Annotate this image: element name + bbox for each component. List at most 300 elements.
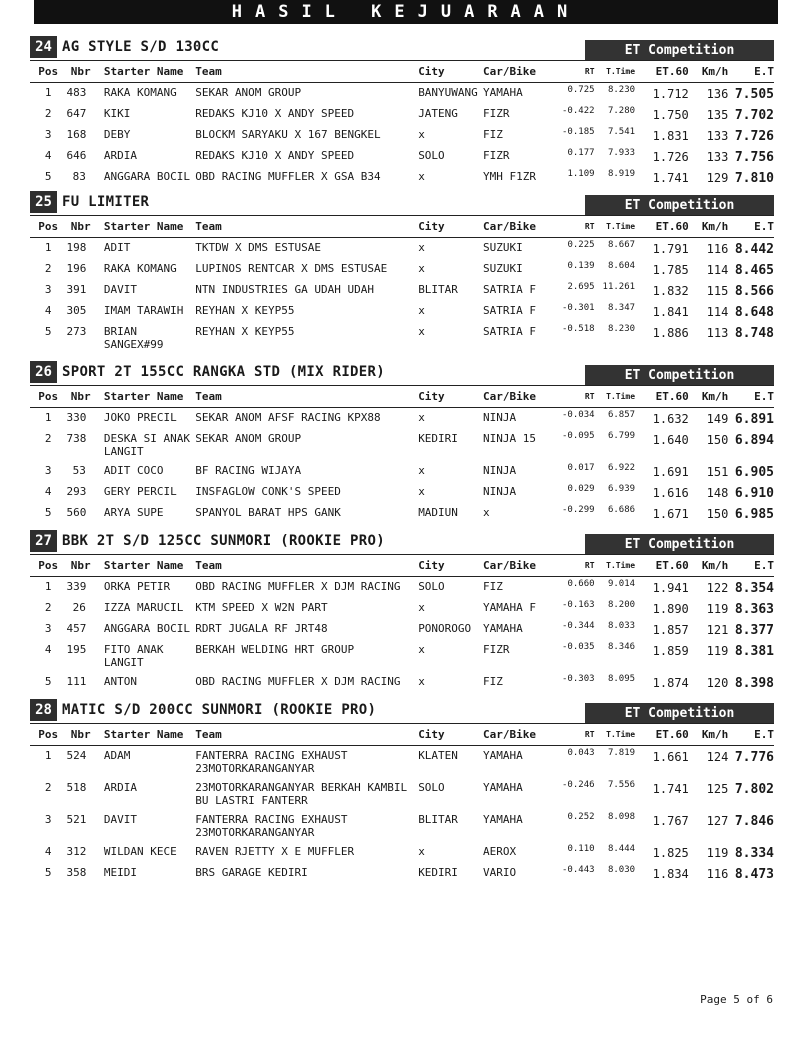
- cell-starter-name: ANTON: [103, 674, 137, 688]
- cell-car-bike: FIZR: [483, 106, 510, 120]
- cell-kmh: 129: [706, 170, 729, 185]
- cell-city: BLITAR: [418, 282, 458, 296]
- cell-kmh: 133: [706, 128, 729, 143]
- column-header-team: Team: [195, 727, 222, 741]
- cell-starter-name: DESKA SI ANAK LANGIT: [103, 431, 190, 458]
- cell-starter-name: RAKA KOMANG: [103, 261, 177, 275]
- results-table: [30, 61, 774, 188]
- cell-kmh: 150: [706, 506, 729, 521]
- cell-city: SOLO: [418, 780, 445, 794]
- cell-car-bike: NINJA: [483, 410, 517, 424]
- cell-rt: 1.109: [567, 168, 595, 179]
- cell-car-bike: YMH F1ZR: [483, 169, 537, 183]
- section-header: [30, 361, 774, 385]
- cell-car-bike: YAMAHA: [483, 748, 523, 762]
- cell-et60: 1.890: [652, 601, 689, 616]
- column-header-et: E.T: [754, 219, 774, 233]
- cell-kmh: 125: [706, 781, 729, 796]
- cell-kmh: 150: [706, 432, 729, 447]
- cell-kmh: 136: [706, 86, 729, 101]
- cell-pos: 2: [44, 106, 52, 120]
- cell-et: 8.398: [734, 675, 774, 691]
- cell-starter-name: ARDIA: [103, 148, 137, 162]
- cell-starter-name: ADIT: [103, 240, 131, 254]
- column-header-t-time: T.Time: [606, 222, 636, 232]
- cell-team: REDAKS KJ10 X ANDY SPEED: [195, 106, 355, 120]
- section-title: MATIC S/D 200CC SUNMORI (ROOKIE PRO): [62, 702, 377, 718]
- cell-et60: 1.741: [652, 781, 689, 796]
- table-row: [30, 482, 774, 503]
- column-header-kmh: Km/h: [701, 219, 729, 233]
- cell-t-time: 8.030: [607, 864, 636, 875]
- cell-et: 8.354: [734, 580, 774, 596]
- cell-et: 7.802: [734, 781, 774, 797]
- cell-team: LUPINOS RENTCAR X DMS ESTUSAE: [195, 261, 388, 275]
- cell-et: 6.894: [734, 432, 774, 448]
- table-row: [30, 640, 774, 672]
- cell-et: 8.381: [734, 643, 774, 659]
- cell-city: x: [418, 169, 425, 183]
- cell-rt: -0.299: [562, 504, 595, 515]
- cell-pos: 5: [44, 674, 52, 688]
- cell-car-bike: SATRIA F: [483, 324, 537, 338]
- table-row: [30, 237, 774, 259]
- cell-pos: 3: [44, 463, 52, 477]
- column-header-t-time: T.Time: [606, 730, 636, 740]
- cell-city: KEDIRI: [418, 865, 458, 879]
- cell-team: REDAKS KJ10 X ANDY SPEED: [195, 148, 355, 162]
- et-competition-label: ET Competition: [585, 40, 774, 61]
- cell-pos: 4: [44, 642, 52, 656]
- cell-et: 8.442: [734, 241, 774, 257]
- cell-pos: 4: [44, 844, 52, 858]
- cell-t-time: 9.014: [607, 578, 636, 589]
- cell-car-bike: YAMAHA: [483, 85, 523, 99]
- column-header-et60: ET.60: [655, 64, 689, 78]
- cell-nbr: 521: [66, 812, 87, 826]
- cell-et60: 1.841: [652, 304, 689, 319]
- cell-rt: -0.344: [562, 620, 595, 631]
- cell-rt: -0.035: [562, 641, 595, 652]
- cell-t-time: 8.095: [607, 673, 636, 684]
- cell-car-bike: SUZUKI: [483, 240, 523, 254]
- cell-rt: 0.660: [567, 578, 595, 589]
- section-title: AG STYLE S/D 130CC: [62, 39, 220, 55]
- cell-city: MADIUN: [418, 505, 458, 519]
- section-number: 24: [30, 36, 57, 58]
- cell-starter-name: ADAM: [103, 748, 131, 762]
- column-header-et60: ET.60: [655, 219, 689, 233]
- cell-t-time: 8.230: [607, 323, 636, 334]
- cell-rt: -0.163: [562, 599, 595, 610]
- cell-team: REYHAN X KEYP55: [195, 324, 295, 338]
- cell-pos: 4: [44, 148, 52, 162]
- table-row: [30, 619, 774, 640]
- cell-et60: 1.616: [652, 485, 689, 500]
- cell-nbr: 358: [66, 865, 87, 879]
- column-header-t-time: T.Time: [606, 561, 636, 571]
- cell-city: BLITAR: [418, 812, 458, 826]
- column-header-pos: Pos: [38, 727, 59, 741]
- cell-rt: 0.225: [567, 239, 595, 250]
- column-header-team: Team: [195, 219, 222, 233]
- cell-t-time: 8.230: [607, 84, 636, 95]
- cell-car-bike: VARIO: [483, 865, 517, 879]
- cell-rt: -0.185: [562, 126, 595, 137]
- column-header-starter-name: Starter Name: [103, 64, 184, 78]
- cell-rt: 0.110: [567, 843, 595, 854]
- section-header: [30, 530, 774, 554]
- cell-pos: 5: [44, 169, 52, 183]
- column-header-pos: Pos: [38, 64, 59, 78]
- cell-rt: 0.252: [567, 811, 595, 822]
- cell-kmh: 119: [706, 845, 729, 860]
- column-header-t-time: T.Time: [606, 392, 636, 402]
- cell-rt: -0.034: [562, 409, 595, 420]
- cell-city: KEDIRI: [418, 431, 458, 445]
- cell-nbr: 168: [66, 127, 87, 141]
- cell-city: x: [418, 303, 425, 317]
- cell-team: FANTERRA RACING EXHAUST 23MOTORKARANGANYAR: [195, 748, 348, 775]
- class-section: [30, 36, 774, 188]
- cell-team: 23MOTORKARANGANYAR BERKAH KAMBIL BU LASTRI FANTERR: [195, 780, 408, 807]
- cell-pos: 3: [44, 812, 52, 826]
- et-competition-label: ET Competition: [585, 703, 774, 724]
- cell-city: JATENG: [418, 106, 458, 120]
- cell-et: 7.505: [734, 86, 774, 102]
- cell-nbr: 560: [66, 505, 87, 519]
- cell-t-time: 7.933: [607, 147, 636, 158]
- table-row: [30, 461, 774, 482]
- column-header-city: City: [418, 727, 445, 741]
- page-number: Page 5 of 6: [700, 993, 773, 1006]
- table-row: [30, 301, 774, 322]
- table-row: [30, 429, 774, 461]
- cell-kmh: 116: [706, 866, 729, 881]
- cell-et: 7.846: [734, 813, 774, 829]
- section-header: [30, 699, 774, 723]
- cell-et: 8.748: [734, 325, 774, 341]
- cell-rt: 2.695: [567, 281, 595, 292]
- cell-kmh: 119: [706, 601, 729, 616]
- cell-t-time: 8.033: [607, 620, 636, 631]
- cell-team: RAVEN RJETTY X E MUFFLER: [195, 844, 355, 858]
- column-header-et60: ET.60: [655, 389, 689, 403]
- cell-city: SOLO: [418, 148, 445, 162]
- cell-team: OBD RACING MUFFLER X DJM RACING: [195, 674, 401, 688]
- cell-et60: 1.661: [652, 749, 689, 764]
- cell-et: 8.648: [734, 304, 774, 320]
- cell-pos: 1: [44, 85, 52, 99]
- cell-car-bike: YAMAHA: [483, 780, 523, 794]
- cell-starter-name: ARDIA: [103, 780, 137, 794]
- class-section: [30, 361, 774, 524]
- cell-starter-name: IZZA MARUCIL: [103, 600, 184, 614]
- cell-t-time: 8.444: [607, 843, 636, 854]
- cell-kmh: 114: [706, 262, 729, 277]
- cell-pos: 4: [44, 303, 52, 317]
- cell-kmh: 114: [706, 304, 729, 319]
- results-table: [30, 216, 774, 354]
- cell-rt: -0.303: [562, 673, 595, 684]
- cell-t-time: 7.556: [607, 779, 636, 790]
- cell-nbr: 518: [66, 780, 87, 794]
- cell-et: 7.776: [734, 749, 774, 765]
- section-title: BBK 2T S/D 125CC SUNMORI (ROOKIE PRO): [62, 533, 385, 549]
- cell-et60: 1.785: [652, 262, 689, 277]
- cell-kmh: 149: [706, 411, 729, 426]
- cell-team: BERKAH WELDING HRT GROUP: [195, 642, 355, 656]
- column-header-et: E.T: [754, 389, 774, 403]
- cell-nbr: 273: [66, 324, 87, 338]
- class-section: [30, 530, 774, 693]
- cell-car-bike: x: [483, 505, 490, 519]
- cell-starter-name: ORKA PETIR: [103, 579, 171, 593]
- cell-starter-name: DAVIT: [103, 282, 137, 296]
- cell-t-time: 7.541: [607, 126, 636, 137]
- cell-et: 6.905: [734, 464, 774, 480]
- cell-car-bike: SATRIA F: [483, 303, 537, 317]
- cell-city: KLATEN: [418, 748, 458, 762]
- cell-nbr: 646: [66, 148, 87, 162]
- cell-team: INSFAGLOW CONK'S SPEED: [195, 484, 341, 498]
- cell-et: 6.985: [734, 506, 774, 522]
- cell-et60: 1.750: [652, 107, 689, 122]
- cell-et: 7.702: [734, 107, 774, 123]
- cell-pos: 2: [44, 780, 52, 794]
- cell-pos: 3: [44, 282, 52, 296]
- cell-car-bike: FIZR: [483, 148, 510, 162]
- column-header-car-bike: Car/Bike: [483, 64, 537, 78]
- column-header-rt: RT: [584, 392, 595, 402]
- column-header-et60: ET.60: [655, 727, 689, 741]
- table-row: [30, 322, 774, 354]
- table-row: [30, 503, 774, 524]
- section-divider: [30, 215, 774, 216]
- results-table: [30, 724, 774, 884]
- cell-pos: 2: [44, 600, 52, 614]
- table-row: [30, 259, 774, 280]
- table-row: [30, 576, 774, 598]
- cell-t-time: 6.857: [607, 409, 636, 420]
- table-header-row: [30, 61, 774, 82]
- cell-car-bike: FIZ: [483, 127, 503, 141]
- cell-car-bike: YAMAHA F: [483, 600, 537, 614]
- column-header-car-bike: Car/Bike: [483, 558, 537, 572]
- cell-t-time: 11.261: [602, 281, 636, 292]
- cell-rt: -0.443: [562, 864, 595, 875]
- cell-et60: 1.741: [652, 170, 689, 185]
- cell-rt: 0.725: [567, 84, 595, 95]
- cell-team: TKTDW X DMS ESTUSAE: [195, 240, 322, 254]
- cell-starter-name: RAKA KOMANG: [103, 85, 177, 99]
- column-header-et: E.T: [754, 558, 774, 572]
- cell-city: x: [418, 674, 425, 688]
- cell-starter-name: WILDAN KECE: [103, 844, 177, 858]
- cell-t-time: 8.919: [607, 168, 636, 179]
- cell-pos: 3: [44, 127, 52, 141]
- cell-et60: 1.859: [652, 643, 689, 658]
- section-divider: [30, 554, 774, 555]
- cell-et: 7.756: [734, 149, 774, 165]
- table-row: [30, 104, 774, 125]
- column-header-team: Team: [195, 389, 222, 403]
- cell-et60: 1.632: [652, 411, 689, 426]
- cell-nbr: 457: [66, 621, 87, 635]
- table-row: [30, 778, 774, 810]
- cell-city: PONOROGO: [418, 621, 472, 635]
- cell-et60: 1.832: [652, 283, 689, 298]
- cell-starter-name: MEIDI: [103, 865, 137, 879]
- cell-et60: 1.691: [652, 464, 689, 479]
- cell-kmh: 135: [706, 107, 729, 122]
- cell-et60: 1.834: [652, 866, 689, 881]
- cell-city: x: [418, 240, 425, 254]
- cell-team: SPANYOL BARAT HPS GANK: [195, 505, 341, 519]
- column-header-starter-name: Starter Name: [103, 389, 184, 403]
- cell-team: NTN INDUSTRIES GA UDAH UDAH: [195, 282, 375, 296]
- cell-kmh: 148: [706, 485, 729, 500]
- cell-nbr: 391: [66, 282, 87, 296]
- section-number: 27: [30, 530, 57, 552]
- cell-et: 7.810: [734, 170, 774, 186]
- cell-city: x: [418, 410, 425, 424]
- et-competition-label: ET Competition: [585, 195, 774, 216]
- cell-t-time: 7.280: [607, 105, 636, 116]
- cell-car-bike: NINJA: [483, 484, 517, 498]
- column-header-t-time: T.Time: [606, 67, 636, 77]
- cell-car-bike: YAMAHA: [483, 621, 523, 635]
- table-row: [30, 167, 774, 188]
- cell-et: 8.334: [734, 845, 774, 861]
- table-row: [30, 863, 774, 884]
- column-header-kmh: Km/h: [701, 389, 729, 403]
- cell-city: x: [418, 324, 425, 338]
- cell-team: SEKAR ANOM GROUP: [195, 431, 302, 445]
- cell-starter-name: ANGGARA BOCIL: [103, 169, 190, 183]
- page-title: HASIL KEJUARAAN: [34, 0, 778, 24]
- cell-t-time: 7.819: [607, 747, 636, 758]
- class-section: [30, 191, 774, 354]
- section-number: 28: [30, 699, 57, 721]
- column-header-et: E.T: [754, 727, 774, 741]
- cell-et: 6.891: [734, 411, 774, 427]
- section-divider: [30, 60, 774, 61]
- column-header-nbr: Nbr: [70, 64, 91, 78]
- cell-city: x: [418, 127, 425, 141]
- column-header-car-bike: Car/Bike: [483, 219, 537, 233]
- cell-starter-name: ARYA SUPE: [103, 505, 164, 519]
- cell-t-time: 6.686: [607, 504, 636, 515]
- cell-pos: 2: [44, 431, 52, 445]
- cell-et60: 1.831: [652, 128, 689, 143]
- cell-rt: 0.029: [567, 483, 595, 494]
- column-header-pos: Pos: [38, 389, 59, 403]
- column-header-et: E.T: [754, 64, 774, 78]
- cell-nbr: 305: [66, 303, 87, 317]
- cell-nbr: 312: [66, 844, 87, 858]
- cell-kmh: 122: [706, 580, 729, 595]
- cell-kmh: 151: [706, 464, 729, 479]
- cell-city: x: [418, 463, 425, 477]
- cell-car-bike: AEROX: [483, 844, 517, 858]
- cell-et: 8.377: [734, 622, 774, 638]
- cell-kmh: 119: [706, 643, 729, 658]
- cell-et60: 1.640: [652, 432, 689, 447]
- column-header-nbr: Nbr: [70, 219, 91, 233]
- column-header-starter-name: Starter Name: [103, 219, 184, 233]
- column-header-rt: RT: [584, 222, 595, 232]
- column-header-city: City: [418, 558, 445, 572]
- et-competition-label: ET Competition: [585, 365, 774, 386]
- column-header-kmh: Km/h: [701, 558, 729, 572]
- cell-nbr: 26: [72, 600, 86, 614]
- cell-et60: 1.886: [652, 325, 689, 340]
- cell-et60: 1.712: [652, 86, 689, 101]
- column-header-rt: RT: [584, 67, 595, 77]
- cell-car-bike: FIZ: [483, 674, 503, 688]
- cell-et60: 1.941: [652, 580, 689, 595]
- column-header-city: City: [418, 219, 445, 233]
- cell-team: RDRT JUGALA RF JRT48: [195, 621, 328, 635]
- section-divider: [30, 385, 774, 386]
- cell-rt: -0.246: [562, 779, 595, 790]
- column-header-car-bike: Car/Bike: [483, 727, 537, 741]
- cell-rt: -0.095: [562, 430, 595, 441]
- table-row: [30, 598, 774, 619]
- cell-rt: 0.177: [567, 147, 595, 158]
- cell-et60: 1.726: [652, 149, 689, 164]
- section-divider: [30, 723, 774, 724]
- cell-car-bike: YAMAHA: [483, 812, 523, 826]
- cell-rt: 0.043: [567, 747, 595, 758]
- section-header: [30, 191, 774, 215]
- cell-pos: 4: [44, 484, 52, 498]
- cell-kmh: 115: [706, 283, 729, 298]
- cell-starter-name: ADIT COCO: [103, 463, 164, 477]
- section-number: 25: [30, 191, 57, 213]
- cell-team: SEKAR ANOM AFSF RACING KPX88: [195, 410, 381, 424]
- table-row: [30, 146, 774, 167]
- cell-car-bike: FIZ: [483, 579, 503, 593]
- cell-car-bike: NINJA 15: [483, 431, 537, 445]
- cell-et: 7.726: [734, 128, 774, 144]
- table-row: [30, 125, 774, 146]
- cell-city: x: [418, 844, 425, 858]
- cell-et60: 1.874: [652, 675, 689, 690]
- table-row: [30, 810, 774, 842]
- cell-et60: 1.791: [652, 241, 689, 256]
- column-header-car-bike: Car/Bike: [483, 389, 537, 403]
- column-header-nbr: Nbr: [70, 389, 91, 403]
- cell-nbr: 198: [66, 240, 87, 254]
- section-title: SPORT 2T 155CC RANGKA STD (MIX RIDER): [62, 364, 385, 380]
- cell-t-time: 6.922: [607, 462, 636, 473]
- cell-t-time: 8.346: [607, 641, 636, 652]
- cell-city: x: [418, 642, 425, 656]
- cell-city: x: [418, 484, 425, 498]
- cell-team: OBD RACING MUFFLER X DJM RACING: [195, 579, 401, 593]
- cell-rt: 0.139: [567, 260, 595, 271]
- section-number: 26: [30, 361, 57, 383]
- cell-team: SEKAR ANOM GROUP: [195, 85, 302, 99]
- cell-nbr: 53: [72, 463, 86, 477]
- cell-nbr: 195: [66, 642, 87, 656]
- cell-pos: 1: [44, 410, 52, 424]
- column-header-et60: ET.60: [655, 558, 689, 572]
- column-header-rt: RT: [584, 730, 595, 740]
- column-header-rt: RT: [584, 561, 595, 571]
